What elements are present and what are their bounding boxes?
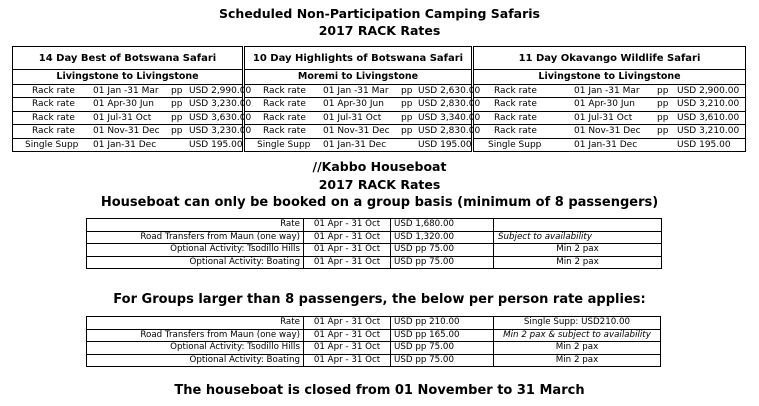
houseboat-rates-title: 2017 RACK Rates xyxy=(318,177,441,192)
rate-row: Rack rate 01 Apr-30 Jun pp USD 3,230.00 xyxy=(13,98,242,111)
rate-row: Single Supp 01 Jan-31 Dec USD 195.00 xyxy=(25,139,243,150)
rate-row: Single Supp 01 Jan-31 Dec USD 195.00 xyxy=(257,139,472,150)
houseboat-group-note: Houseboat can only be booked on a group basis (minimum of 8 passengers) xyxy=(100,195,659,210)
table-row: Road Transfers from Maun (one way) 01 Apr - 31 Oct USD 1,320.00 Subject to availability xyxy=(87,231,662,244)
rate-row: Rack rate 01 Nov-31 Dec pp USD 2,830.00 xyxy=(245,125,471,138)
rate-row: Rack rate 01 Jan -31 Mar pp USD 2,630.00 xyxy=(245,85,471,98)
safari-route: Moremi to Livingstone xyxy=(245,70,471,85)
rate-row: Rack rate 01 Apr-30 Jun pp USD 2,830.00 xyxy=(245,98,471,111)
rate-row: Rack rate 01 Apr-30 Jun pp USD 3,210.00 xyxy=(474,98,745,111)
houseboat-title: //Kabbo Houseboat xyxy=(312,159,447,174)
rate-row: Rack rate 01 Nov-31 Dec pp USD 3,230.00 xyxy=(13,125,242,138)
houseboat-rates-table xyxy=(86,218,662,269)
groups-note: For Groups larger than 8 passengers, the below per person rate applies: xyxy=(113,292,646,307)
page-title: Scheduled Non-Participation Camping Safaris xyxy=(219,6,540,21)
safari-table-2 xyxy=(244,46,481,152)
rate-row: Rack rate 01 Jul-31 Oct pp USD 3,630.00 xyxy=(13,112,242,125)
rate-row: Rack rate 01 Jan -31 Mar pp USD 2,990.00 xyxy=(13,85,242,98)
safari-table-1 xyxy=(12,46,252,152)
rate-row: Rack rate 01 Jan -31 Mar pp USD 2,900.00 xyxy=(474,85,745,98)
safari-route: Livingstone to Livingstone xyxy=(13,70,242,85)
table-row: Rate 01 Apr - 31 Oct USD 1,680.00 xyxy=(87,219,662,232)
safari-table-3 xyxy=(473,46,746,152)
rate-row: Single Supp 01 Jan-31 Dec USD 195.00 xyxy=(488,139,731,150)
safari-route: Livingstone to Livingstone xyxy=(474,70,745,85)
group-rates-table xyxy=(86,316,661,367)
table-row: Optional Activity: Boating 01 Apr - 31 Oct USD pp 75.00 Min 2 pax xyxy=(87,354,661,367)
page-subtitle: 2017 RACK Rates xyxy=(318,23,441,38)
closed-note: The houseboat is closed from 01 November to 31 March xyxy=(174,383,585,398)
rate-row: Rack rate 01 Nov-31 Dec pp USD 3,210.00 xyxy=(474,125,745,138)
safari-name: 11 Day Okavango Wildlife Safari xyxy=(474,47,745,70)
rate-row: Rack rate 01 Jul-31 Oct pp USD 3,340.00 xyxy=(245,112,471,125)
safari-name: 10 Day Highlights of Botswana Safari xyxy=(245,47,471,70)
safari-name: 14 Day Best of Botswana Safari xyxy=(13,47,242,70)
table-row: Optional Activity: Tsodillo Hills 01 Apr - 31 Oct USD pp 75.00 Min 2 pax xyxy=(87,244,662,257)
rate-row: Rack rate 01 Jul-31 Oct pp USD 3,610.00 xyxy=(474,112,745,125)
table-row: Road Transfers from Maun (one way) 01 Apr - 31 Oct USD pp 165.00 Min 2 pax & subject to availability xyxy=(87,329,661,342)
table-row: Optional Activity: Boating 01 Apr - 31 Oct USD pp 75.00 Min 2 pax xyxy=(87,256,662,269)
table-row: Rate 01 Apr - 31 Oct USD pp 210.00 Single Supp: USD210.00 xyxy=(87,317,661,330)
table-row: Optional Activity: Tsodillo Hills 01 Apr - 31 Oct USD pp 75.00 Min 2 pax xyxy=(87,342,661,355)
